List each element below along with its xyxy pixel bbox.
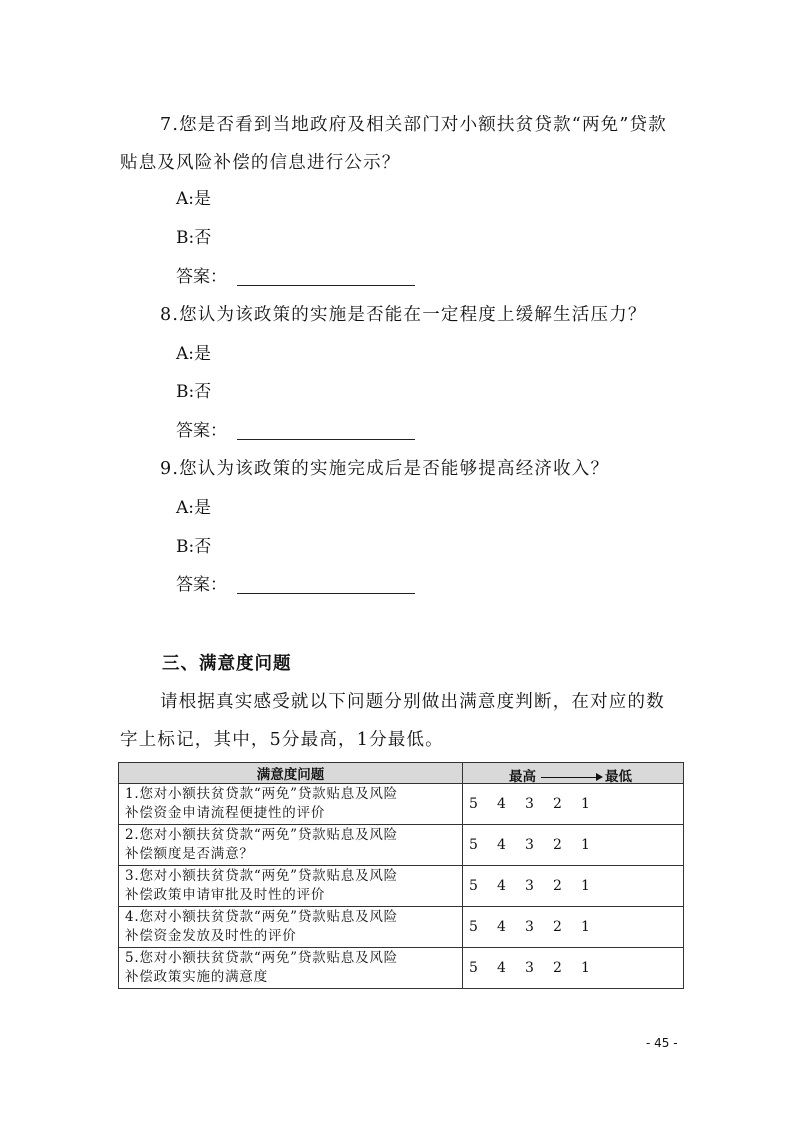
page-number: - 45 - [646,1036,678,1050]
score-option[interactable]: 2 [553,796,562,812]
table-header-row [119,763,684,784]
score-option[interactable]: 3 [525,960,534,976]
section-intro-text: 请根据真实感受就以下问题分别做出满意度判断，在对应的数字上标记，其中，5分最高，1分最低。 [120,692,665,750]
row-question-line2: 补偿资金申请流程便捷性的评价 [125,805,326,821]
score-option[interactable]: 5 [469,796,478,812]
question-9-text [120,450,680,488]
score-option[interactable]: 1 [581,796,590,812]
row-question-line1: 4.您对小额扶贫贷款“两免”贷款贴息及风险 [125,909,398,925]
header-scale [463,763,684,784]
section-intro [120,683,680,759]
row-question [119,825,463,866]
score-option[interactable]: 1 [581,960,590,976]
satisfaction-table [118,762,684,989]
table-row [119,907,684,948]
question-7-answer-label: 答案： [176,267,227,287]
question-9-label: 9.您认为该政策的实施完成后是否能够提高经济收入？ [160,459,610,479]
row-question [119,866,463,907]
question-7-label: 7.您是否看到当地政府及相关部门对小额扶贫贷款“两免”贷款贴息及风险补偿的信息进行公示？ [120,115,667,173]
row-question-line1: 2.您对小额扶贫贷款“两免”贷款贴息及风险 [125,827,398,843]
score-option[interactable]: 1 [581,837,590,853]
row-scores [463,825,684,866]
score-option[interactable]: 2 [553,960,562,976]
row-question-line2: 补偿额度是否满意？ [125,846,254,862]
score-option[interactable]: 4 [497,837,506,853]
table-row [119,784,684,825]
row-question-line1: 1.您对小额扶贫贷款“两免”贷款贴息及风险 [125,786,398,802]
question-8-label: 8.您认为该政策的实施是否能在一定程度上缓解生活压力？ [160,305,647,325]
score-option[interactable]: 1 [581,919,590,935]
score-option[interactable]: 4 [497,878,506,894]
score-option[interactable]: 1 [581,878,590,894]
score-option[interactable]: 5 [469,919,478,935]
question-8-answer-blank[interactable] [237,421,415,440]
row-question-line2: 补偿资金发放及时性的评价 [125,928,297,944]
question-8-text [120,296,680,334]
row-question-line2: 补偿政策申请审批及时性的评价 [125,887,326,903]
header-low: 最低 [605,769,632,785]
row-question-line1: 3.您对小额扶贫贷款“两免”贷款贴息及风险 [125,868,398,884]
score-option[interactable]: 2 [553,919,562,935]
row-scores [463,866,684,907]
row-question [119,948,463,989]
header-high: 最高 [509,769,536,785]
question-9-answer-blank[interactable] [237,575,415,594]
score-option[interactable]: 4 [497,919,506,935]
question-9-answer-row [176,573,415,597]
question-9-option-a: A:是 [176,498,212,518]
score-option[interactable]: 2 [553,878,562,894]
row-scores [463,784,684,825]
score-option[interactable]: 3 [525,878,534,894]
table-row [119,866,684,907]
question-8-option-b: B:否 [176,382,212,402]
score-option[interactable]: 3 [525,837,534,853]
question-9-option-b: B:否 [176,537,212,557]
row-scores [463,907,684,948]
question-7-text [120,106,680,182]
question-9-answer-label: 答案： [176,575,227,595]
question-8-option-a: A:是 [176,344,212,364]
question-7-option-b: B:否 [176,228,212,248]
score-option[interactable]: 4 [497,796,506,812]
header-question: 满意度问题 [119,763,463,784]
score-option[interactable]: 3 [525,796,534,812]
arrow-right-icon [541,777,601,778]
score-option[interactable]: 5 [469,960,478,976]
row-question-line2: 补偿政策实施的满意度 [125,969,268,985]
question-7-option-a: A:是 [176,189,212,209]
question-7-answer-blank[interactable] [237,267,415,286]
row-scores [463,948,684,989]
question-7-answer-row [176,265,415,289]
score-option[interactable]: 2 [553,837,562,853]
score-option[interactable]: 5 [469,837,478,853]
table-row [119,825,684,866]
row-question [119,907,463,948]
row-question [119,784,463,825]
score-option[interactable]: 3 [525,919,534,935]
question-8-answer-row [176,419,415,443]
question-8-answer-label: 答案： [176,421,227,441]
row-question-line1: 5.您对小额扶贫贷款“两免”贷款贴息及风险 [125,950,398,966]
score-option[interactable]: 5 [469,878,478,894]
score-option[interactable]: 4 [497,960,506,976]
table-row [119,948,684,989]
section-title: 三、满意度问题 [162,654,292,674]
